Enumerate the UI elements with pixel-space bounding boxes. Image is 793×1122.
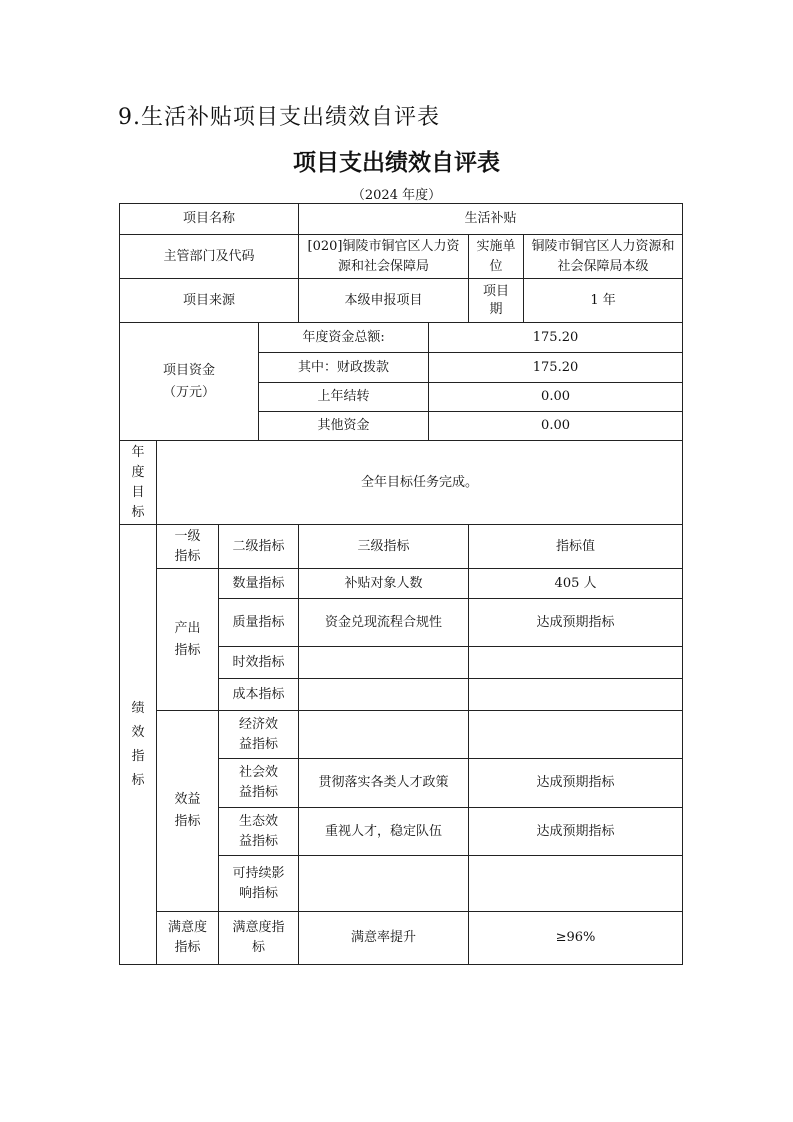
table-row-value: [469, 711, 683, 759]
funds-other-label: 其他资金: [259, 412, 429, 441]
table-row-value: [469, 679, 683, 711]
table-row-value: 达成预期指标: [469, 808, 683, 856]
project-funds-label: 项目资金（万元）: [120, 323, 259, 441]
table-row-level3: 补贴对象人数: [299, 569, 469, 599]
table-row-value: 达成预期指标: [469, 599, 683, 647]
table-row-level3: [299, 679, 469, 711]
project-name-value: 生活补贴: [299, 204, 683, 235]
funds-fiscal-label: 其中：财政拨款: [259, 353, 429, 383]
table-row-level3: 资金兑现流程合规性: [299, 599, 469, 647]
table-row-value: 405 人: [469, 569, 683, 599]
self-evaluation-table: [119, 203, 683, 965]
funds-other-value: 0.00: [429, 412, 683, 441]
table-row-level2: 生态效益指标: [219, 808, 299, 856]
project-name-label: 项目名称: [120, 204, 299, 235]
table-row-level2: 社会效益指标: [219, 759, 299, 808]
project-source-label: 项目来源: [120, 279, 299, 323]
project-period-value: 1 年: [590, 292, 616, 308]
table-row-value: [469, 856, 683, 912]
funds-total-label: 年度资金总额:: [259, 323, 429, 353]
table-row-value: ≥96%: [469, 912, 683, 965]
table-row-level2: 时效指标: [219, 647, 299, 679]
department-value: [020]铜陵市铜官区人力资源和社会保障局: [299, 235, 469, 279]
annual-goal-label: 年度目标: [120, 441, 157, 525]
funds-carryover-value: 0.00: [429, 383, 683, 412]
implementing-unit-value: 铜陵市铜官区人力资源和社会保障局本级: [531, 238, 675, 274]
satisfaction-indicators-label: 满意度指标: [157, 912, 219, 965]
table-row-value: 达成预期指标: [469, 759, 683, 808]
table-row-level2: 满意度指标: [219, 912, 299, 965]
funds-carryover-label: 上年结转: [259, 383, 429, 412]
performance-indicators-label: 绩效指标: [120, 525, 157, 965]
document-year: （2024 年度）: [351, 188, 442, 203]
table-row-level3: 重视人才，稳定队伍: [299, 808, 469, 856]
header-level2: 二级指标: [219, 525, 299, 569]
table-row-level2: 数量指标: [219, 569, 299, 599]
header-indicator-value: 指标值: [469, 525, 683, 569]
funds-fiscal-value: 175.20: [429, 353, 683, 383]
header-level3: 三级指标: [299, 525, 469, 569]
output-indicators-label: 产出指标: [157, 569, 219, 711]
table-row-level3: [299, 856, 469, 912]
implementing-unit-label: 实施单位: [469, 235, 524, 278]
table-row-level2: 可持续影响指标: [219, 856, 299, 912]
document-title: 项目支出绩效自评表: [293, 150, 500, 176]
funds-total-value: 175.20: [429, 323, 683, 353]
project-source-value: 本级申报项目: [299, 279, 469, 323]
table-row-level2: 成本指标: [219, 679, 299, 711]
table-row-level3: 满意率提升: [299, 912, 469, 965]
table-row-level3: 贯彻落实各类人才政策: [299, 759, 469, 808]
section-heading: 9.生活补贴项目支出绩效自评表: [118, 105, 440, 130]
benefit-indicators-label: 效益指标: [157, 711, 219, 912]
table-row-level2: 质量指标: [219, 599, 299, 647]
header-level1: 一级指标: [157, 525, 219, 569]
table-row-level3: [299, 647, 469, 679]
annual-goal-value: 全年目标任务完成。: [157, 441, 683, 525]
project-period-label: 项目期: [469, 279, 524, 322]
table-row-value: [469, 647, 683, 679]
department-label: 主管部门及代码: [120, 235, 299, 279]
table-row-level3: [299, 711, 469, 759]
table-row-level2: 经济效益指标: [219, 711, 299, 759]
